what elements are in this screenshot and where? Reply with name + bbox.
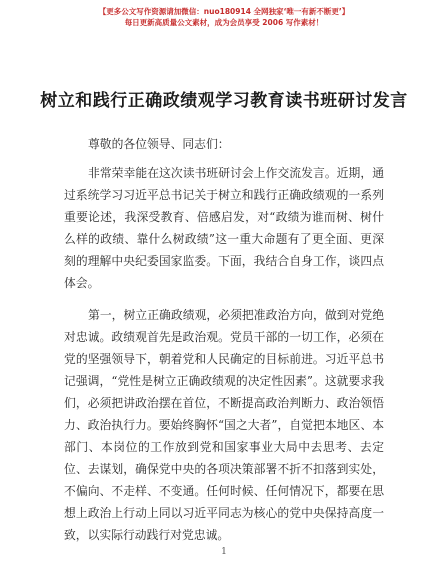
page-number: 1 (221, 547, 227, 557)
paragraph-intro: 非常荣幸能在这次读书班研讨会上作交流发言。近期，通过系统学习习近平总书记关于树立和践行正确政绩观的一系列重要论述，我深受教育、倍感启发，对“政绩为谁而树、树什么样的政绩、靠什么树政绩”这一重大命题有了更全面、更深刻的理解中央纪委国家监委。下面，我结合自身工作，谈四点体会。 (64, 166, 384, 290)
promo-banner-line1: 【更多公文写作资源请加微信：nuo180914 全网独家‘唯一有新不断更’】 (98, 7, 350, 16)
document-title: 树立和践行正确政绩观学习教育读书班研讨发言 (40, 91, 408, 111)
paragraph-first-point: 第一，树立正确政绩观，必须把准政治方向，做到对党绝对忠诚。政绩观首先是政治观。党员干部的一切工作，必须在党的坚强领导下，朝着党和人民确定的目标前进。习近平总书记强调，“党性是树立正确政绩观的决定性因素”。这就要求我们，必须把讲政治摆在首位，不断提高政治判断力、政治领悟力、政治执行力。要始终胸怀“国之大者”，自觉把本地区、本部门、本岗位的工作放到党和国家事业大局中去思考、去定位、去谋划，确保党中央的各项决策部署不折不扣落到实处，不偏向、不走样、不变通。任何时候、任何情况下，都要在思想上政治上行动上同以习近平同志为核心的党中央保持高度一致，以实际行动践行对党忠诚。 (64, 308, 384, 542)
promo-banner (0, 6, 448, 28)
promo-banner-line2: 每日更新高质量公文素材，成为会员享受 2006 写作素材！ (124, 18, 324, 27)
salutation: 尊敬的各位领导、同志们： (88, 137, 230, 151)
document-body (64, 133, 384, 556)
